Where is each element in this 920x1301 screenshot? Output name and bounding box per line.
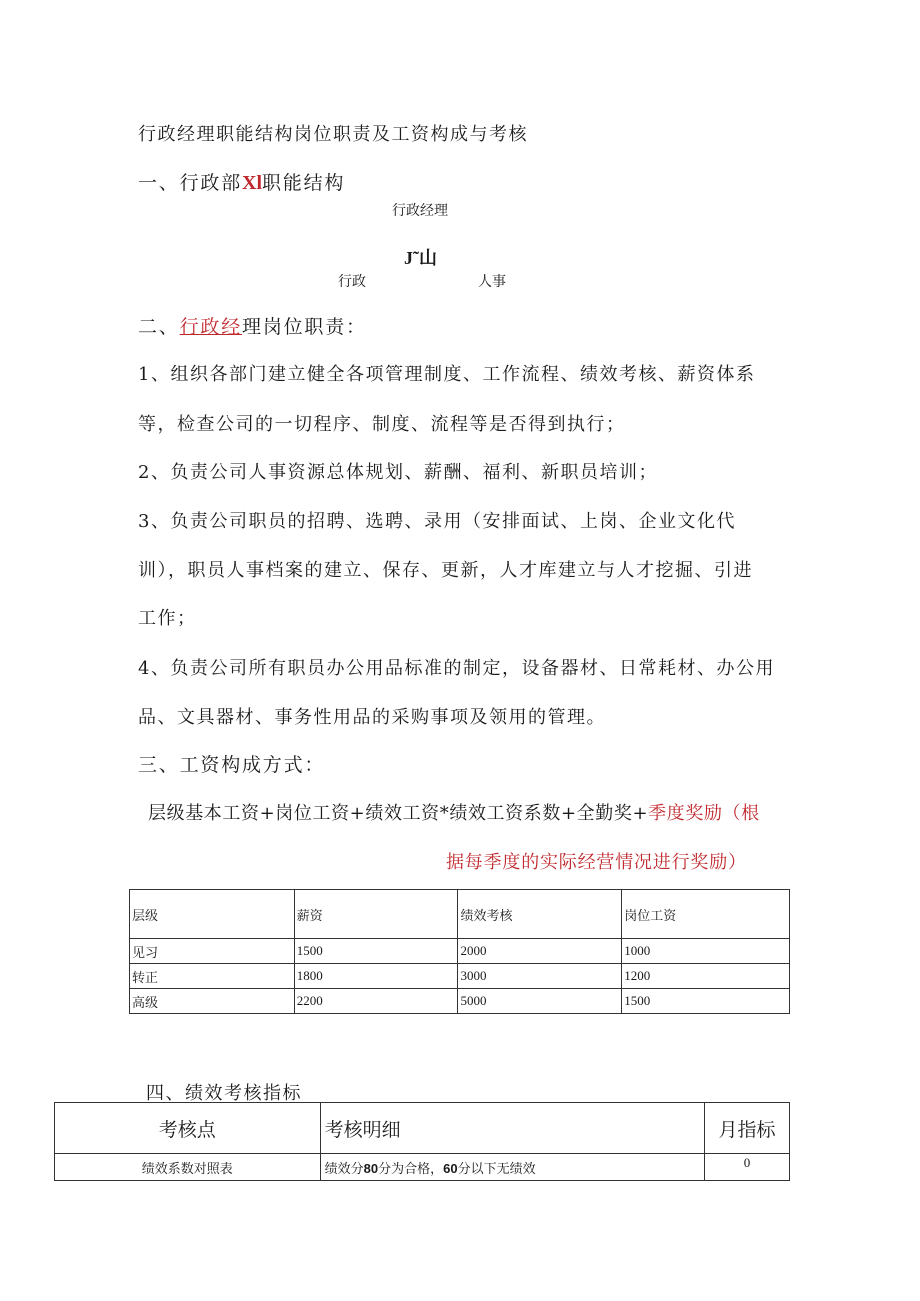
table-row (130, 939, 790, 964)
salary-header-cell: 绩效考核 (458, 890, 622, 939)
section1-post: 职能结构 (262, 172, 346, 194)
formula-red: 季度奖励（根 (648, 803, 760, 824)
section1-pre: 一、行政部 (138, 172, 243, 194)
kpi-header-cell: 考核点 (55, 1103, 321, 1154)
kpi-detail-text: 绩效分 (324, 1161, 364, 1177)
section2-heading (138, 312, 367, 339)
formula-black: 层级基本工资+岗位工资+绩效工资*绩效工资系数+全勤奖+ (148, 803, 649, 824)
duty-line: 品、文具器材、事务性用品的采购事项及领用的管理。 (138, 707, 606, 728)
kpi-fail-score: 60 (443, 1160, 458, 1176)
duty-line: 3、负责公司职员的招聘、选聘、录用（安排面试、上岗、企业文化代 (138, 511, 736, 532)
org-right-node: 人事 (478, 274, 506, 290)
kpi-header-cell: 考核明细 (320, 1103, 704, 1154)
duty-line: 4、负责公司所有职员办公用品标准的制定，设备器材、日常耗材、办公用 (138, 658, 775, 679)
kpi-header-row (55, 1103, 790, 1154)
org-connector-glyph: J˜山 (404, 248, 437, 268)
formula-line2: 据每季度的实际经营情况进行奖励） (446, 852, 747, 873)
salary-header-row (130, 890, 790, 939)
kpi-detail-cell (320, 1154, 704, 1181)
kpi-detail-text: 分以下无绩效 (457, 1161, 536, 1177)
org-top-node: 行政经理 (392, 203, 448, 219)
kpi-point-cell: 绩效系数对照表 (55, 1154, 321, 1181)
table-cell: 2000 (458, 939, 622, 964)
salary-header-cell: 薪资 (294, 890, 458, 939)
duty-line: 工作； (138, 608, 197, 629)
table-cell: 5000 (458, 989, 622, 1014)
section1-xl: Xl (242, 172, 263, 194)
kpi-detail-text: 分为合格， (378, 1161, 444, 1177)
table-row (130, 964, 790, 989)
table-cell: 1500 (622, 989, 790, 1014)
table-row (130, 989, 790, 1014)
section2-post: 理岗位职责： (242, 316, 367, 338)
section2-pre: 二、 (138, 316, 180, 338)
table-cell: 1500 (294, 939, 458, 964)
duty-line: 等，检查公司的一切程序、制度、流程等是否得到执行； (138, 414, 626, 435)
section4-heading: 四、绩效考核指标 (146, 1083, 302, 1104)
kpi-target-cell: 0 (705, 1154, 790, 1181)
table-row (55, 1154, 790, 1181)
table-cell: 1000 (622, 939, 790, 964)
salary-header-cell: 岗位工资 (622, 890, 790, 939)
table-cell: 高级 (130, 989, 295, 1014)
section3-heading: 三、工资构成方式： (138, 754, 326, 776)
duty-line: 2、负责公司人事资源总体规划、薪酬、福利、新职员培训； (138, 462, 658, 483)
duty-line: 1、组织各部门建立健全各项管理制度、工作流程、绩效考核、薪资体系 (138, 364, 756, 385)
org-left-node: 行政 (338, 274, 366, 290)
table-cell: 见习 (130, 939, 295, 964)
kpi-pass-score: 80 (363, 1160, 379, 1176)
section1-heading (138, 168, 345, 195)
table-cell: 3000 (458, 964, 622, 989)
section2-red: 行政经 (179, 316, 243, 338)
kpi-table (54, 1102, 790, 1181)
table-cell: 1200 (622, 964, 790, 989)
document-title: 行政经理职能结构岗位职责及工资构成与考核 (138, 124, 528, 145)
table-cell: 2200 (294, 989, 458, 1014)
formula-line1 (148, 799, 760, 825)
salary-table (129, 889, 790, 1014)
duty-line: 训），职员人事档案的建立、保存、更新，人才库建立与人才挖掘、引进 (138, 560, 753, 581)
kpi-header-cell: 月指标 (705, 1103, 790, 1154)
table-cell: 转正 (130, 964, 295, 989)
table-cell: 1800 (294, 964, 458, 989)
salary-header-cell: 层级 (130, 890, 295, 939)
